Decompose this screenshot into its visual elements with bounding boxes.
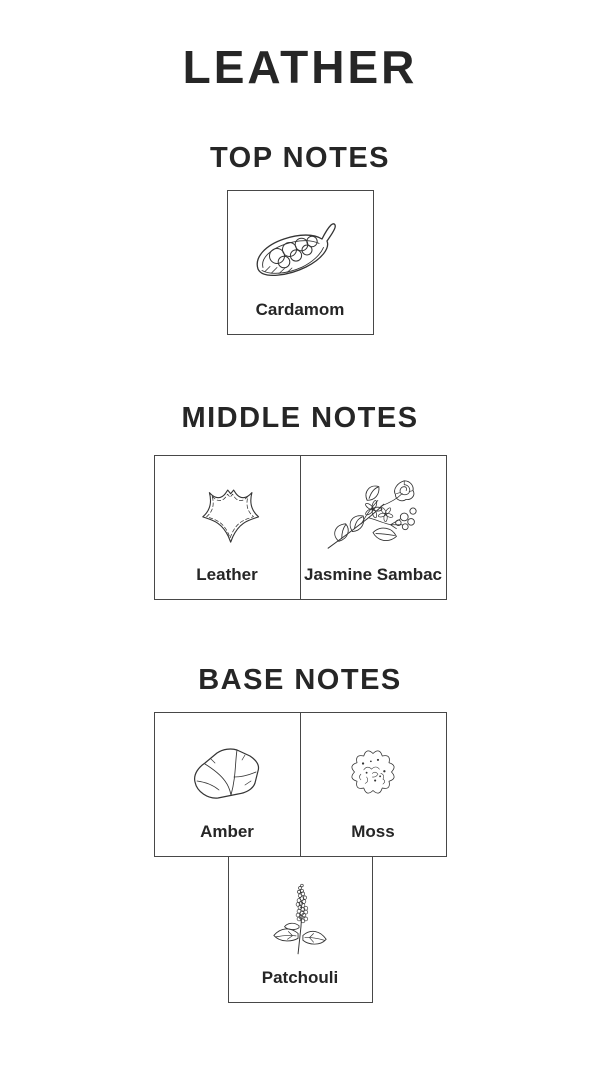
note-label-moss: Moss	[351, 822, 395, 842]
amber-icon-area	[155, 713, 300, 822]
moss-icon-area	[301, 713, 446, 822]
moss-lichen-icon	[341, 740, 405, 804]
base-notes-overflow-row	[228, 856, 373, 1003]
section-base-notes	[154, 600, 447, 1003]
cardamom-icon-area	[228, 191, 373, 300]
note-label-amber: Amber	[200, 822, 254, 842]
leather-hide-icon	[194, 480, 260, 550]
page-title: LEATHER	[182, 41, 418, 93]
leather-icon-area	[155, 456, 300, 565]
base-notes-heading: BASE NOTES	[198, 664, 402, 696]
patchouli-icon-area	[229, 857, 372, 968]
patchouli-plant-icon	[269, 878, 331, 956]
jasmine-flower-icon	[322, 474, 424, 556]
note-card-moss	[300, 712, 447, 857]
note-card-jasmine-sambac	[300, 455, 447, 600]
jasmine-icon-area	[301, 456, 446, 565]
note-label-patchouli: Patchouli	[261, 968, 339, 988]
section-middle-notes	[154, 335, 447, 600]
note-label-jasmine-sambac: Jasmine Sambac	[304, 565, 442, 585]
section-top-notes	[210, 90, 390, 335]
top-notes-heading: TOP NOTES	[209, 142, 391, 174]
note-label-leather: Leather	[196, 565, 258, 585]
note-label-cardamom: Cardamom	[255, 300, 345, 320]
note-card-patchouli	[228, 856, 373, 1003]
note-card-amber	[154, 712, 301, 857]
amber-stone-icon	[187, 741, 267, 803]
middle-notes-row	[154, 455, 447, 600]
middle-notes-heading: MIDDLE NOTES	[181, 402, 419, 434]
cardamom-pod-icon	[250, 211, 350, 289]
top-notes-row	[227, 190, 374, 335]
note-card-leather	[154, 455, 301, 600]
base-notes-row	[154, 712, 447, 857]
note-card-cardamom	[227, 190, 374, 335]
